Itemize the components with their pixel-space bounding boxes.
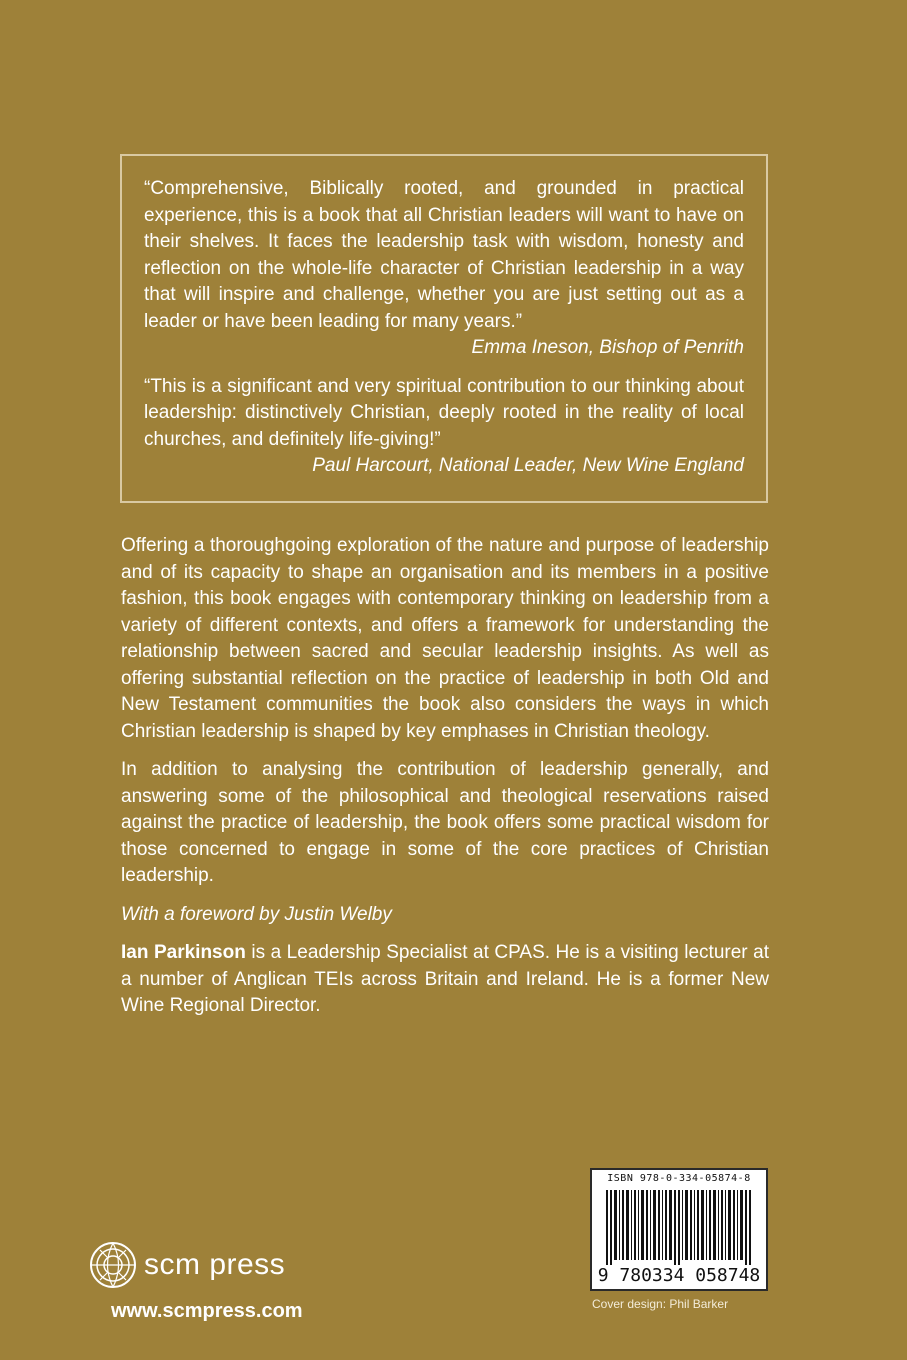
isbn-barcode [590,1168,768,1291]
author-bio-text: is a Leadership Specialist at CPAS. He is a visiting lecturer at a number of Anglican TEIs across Britain and Ireland. He is a former New Wine Regional Director. [121,942,769,1016]
globe-icon [88,1240,138,1290]
barcode-digits: 9 780334 058748 [592,1265,766,1286]
book-description [121,533,769,1032]
description-paragraph-2: In addition to analysing the contribution of leadership generally, and answering some of the philosophical and theological reservations raised against the practice of leadership, the book offers some practical wisdom for those concerned to engage in some of the core practices of Christian leadership. [121,759,769,886]
barcode-bars [602,1190,758,1274]
publisher-name: scm press [144,1248,286,1281]
author-name: Ian Parkinson [121,942,246,963]
cover-design-credit: Cover design: Phil Barker [592,1297,729,1311]
endorsement-quote-1: “Comprehensive, Biblically rooted, and grounded in practical experience, this is a book that all Christian leaders will want to have on their shelves. It faces the leadership task with wisdom, honesty and reflection on the whole-life character of Christian leadership in a way that will inspire and challenge, whether you are just setting out as a leader or have been leading for many years.” [144,178,744,332]
publisher-logo [88,1240,285,1290]
author-bio [121,940,769,1020]
endorsements-box [120,154,768,503]
publisher-website: www.scmpress.com [111,1300,303,1322]
endorsement-attribution-1: Emma Ineson, Bishop of Penrith [471,337,744,358]
foreword-note: With a foreword by Justin Welby [121,903,392,925]
description-paragraph-1: Offering a thoroughgoing exploration of the nature and purpose of leadership and of its capacity to shape an organisation and its members in a positive fashion, this book engages with contemporary thinking on leadership from a variety of different contexts, and offers a framework for understanding the relationship between sacred and secular leadership insights. As well as offering substantial reflection on the practice of leadership in both Old and New Testament communities the book also considers the ways in which Christian leadership is shaped by key emphases in Christian theology. [121,535,769,742]
endorsement-quote-2: “This is a significant and very spiritual contribution to our thinking about leadership: distinctively Christian, deeply rooted in the reality of local churches, and definitely life-giving!” [144,375,744,450]
endorsement-attribution-2: Paul Harcourt, National Leader, New Wine England [312,455,744,476]
isbn-label: ISBN 978-0-334-05874-8 [607,1173,751,1184]
